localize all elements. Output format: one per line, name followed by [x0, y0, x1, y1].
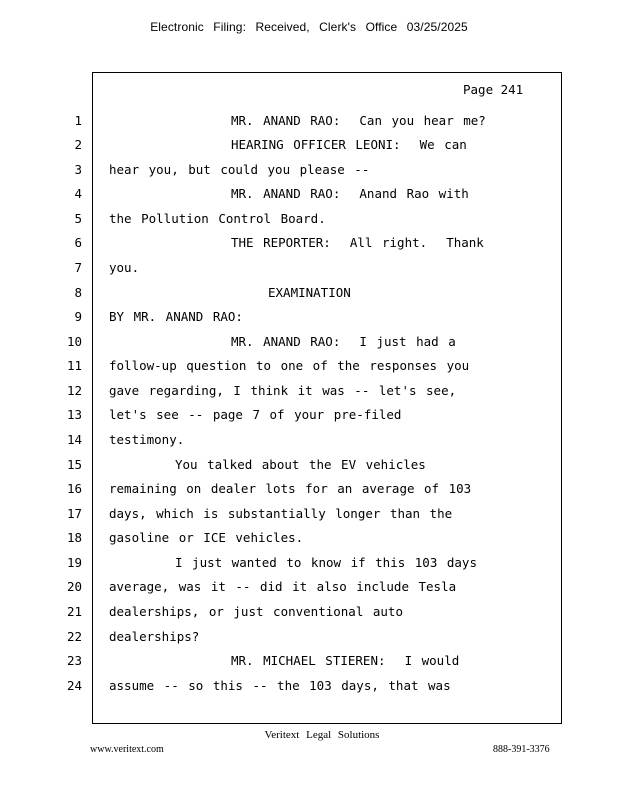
filing-stamp-header: Electronic Filing: Received, Clerk's Office 03/25/2025 [150, 20, 468, 34]
transcript-line: follow-up question to one of the responses you [109, 358, 470, 373]
line-number: 13 [66, 407, 82, 422]
line-number: 8 [74, 285, 82, 300]
transcript-line: MR. ANAND RAO: Can you hear me? [231, 113, 486, 128]
transcript-line: average, was it -- did it also include Tesla [109, 579, 457, 594]
transcript-line: hear you, but could you please -- [109, 162, 370, 177]
line-number: 5 [74, 211, 82, 226]
transcript-line: assume -- so this -- the 103 days, that was [109, 678, 451, 693]
transcript-line: remaining on dealer lots for an average of 103 [109, 481, 472, 496]
examination-heading: EXAMINATION [268, 285, 351, 300]
line-number: 14 [66, 432, 82, 447]
page-number: Page 241 [463, 82, 524, 97]
transcript-line: I just wanted to know if this 103 days [175, 555, 477, 570]
transcript-line: let's see -- page 7 of your pre-filed [109, 407, 402, 422]
line-number: 18 [66, 530, 82, 545]
transcript-line: MR. ANAND RAO: Anand Rao with [231, 186, 469, 201]
line-number: 10 [66, 334, 82, 349]
line-number: 16 [66, 481, 82, 496]
line-number: 3 [74, 162, 82, 177]
line-number: 21 [66, 604, 82, 619]
footer-company: Veritext Legal Solutions [264, 729, 380, 741]
line-number: 11 [66, 358, 82, 373]
line-number: 23 [66, 653, 82, 668]
line-number: 4 [74, 186, 82, 201]
footer-phone: 888-391-3376 [493, 744, 550, 755]
footer-website: www.veritext.com [90, 744, 164, 755]
transcript-line: you. [109, 260, 140, 275]
transcript-line: the Pollution Control Board. [109, 211, 326, 226]
transcript-line: gave regarding, I think it was -- let's see, [109, 383, 457, 398]
line-number: 22 [66, 629, 82, 644]
transcript-line: dealerships? [109, 629, 200, 644]
line-number: 12 [66, 383, 82, 398]
transcript-line: MR. MICHAEL STIEREN: I would [231, 653, 460, 668]
line-number: 1 [74, 113, 82, 128]
transcript-line: dealerships, or just conventional auto [109, 604, 403, 619]
line-number: 15 [66, 457, 82, 472]
transcript-line: BY MR. ANAND RAO: [109, 309, 243, 324]
line-number: 24 [66, 678, 82, 693]
line-number: 9 [74, 309, 82, 324]
transcript-line: THE REPORTER: All right. Thank [231, 235, 484, 250]
transcript-line: gasoline or ICE vehicles. [109, 530, 304, 545]
transcript-line: You talked about the EV vehicles [175, 457, 426, 472]
line-number: 17 [66, 506, 82, 521]
line-number: 2 [74, 137, 82, 152]
line-number: 20 [66, 579, 82, 594]
transcript-line: HEARING OFFICER LEONI: We can [231, 137, 467, 152]
transcript-line: MR. ANAND RAO: I just had a [231, 334, 456, 349]
line-number: 7 [74, 260, 82, 275]
transcript-line: days, which is substantially longer than the [109, 506, 453, 521]
transcript-line: testimony. [109, 432, 185, 447]
line-number: 19 [66, 555, 82, 570]
line-number: 6 [74, 235, 82, 250]
